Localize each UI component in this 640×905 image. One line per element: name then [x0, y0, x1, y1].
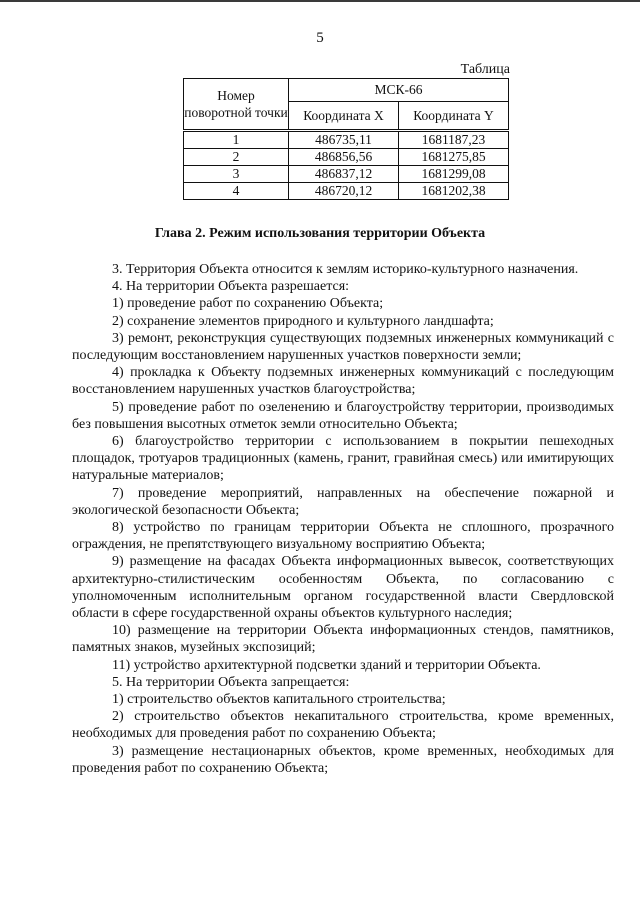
- table-caption: Таблица: [460, 62, 510, 77]
- paragraph: 11) устройство архитектурной подсветки зданий и территории Объекта.: [112, 657, 541, 673]
- paragraph: 6) благоустройство территории с использованием в покрытии пешеходных площадок, тротуаров традиционных (камень, гранит, гравийная смесь) или имитирующих натуральные материалов;: [72, 434, 614, 484]
- cell-y: 1681187,23: [399, 131, 509, 149]
- header-point-number: Номер поворотной точки: [184, 79, 289, 131]
- cell-y: 1681275,85: [399, 149, 509, 166]
- paragraph: 9) размещение на фасадах Объекта информационных вывесок, соответствующих архитектурно-стилистическим особенностям Объекта, по согласованию с уполномоченным исполнительным органом государственной власти Свердловской области в сфере государственной охраны объектов культурного наследия;: [72, 554, 614, 622]
- paragraph: 3. Территория Объекта относится к землям историко-культурного назначения.: [112, 262, 579, 277]
- scan-top-border: [0, 0, 640, 2]
- chapter-heading: Глава 2. Режим использования территории Объекта: [154, 226, 486, 241]
- table-row: [184, 149, 509, 166]
- paragraph: 4. На территории Объекта разрешается:: [112, 279, 350, 295]
- paragraph: 8) устройство по границам территории Объекта не сплошного, прозрачного ограждения, не препятствующего визуальному восприятию Объекта;: [72, 520, 614, 553]
- paragraph: 1) строительство объектов капитального строительства;: [112, 692, 446, 708]
- paragraph: 2) строительство объектов некапитального строительства, кроме временных, необходимых для проведения работ по сохранению Объекта;: [72, 709, 614, 742]
- table-row: [184, 166, 509, 183]
- cell-point-number: 4: [184, 183, 289, 200]
- table-header-row: [184, 79, 509, 102]
- paragraph: 3) размещение нестационарных объектов, кроме временных, необходимых для проведения работ по сохранению Объекта;: [72, 743, 614, 776]
- cell-point-number: 3: [184, 166, 289, 183]
- paragraph: 7) проведение мероприятий, направленных на обеспечение пожарной и экологической безопасности Объекта;: [72, 485, 614, 518]
- cell-x: 486837,12: [289, 166, 399, 183]
- table-row: [184, 183, 509, 200]
- paragraph: 5. На территории Объекта запрещается:: [112, 674, 350, 690]
- cell-y: 1681299,08: [399, 166, 509, 183]
- paragraph: 4) прокладка к Объекту подземных инженерных коммуникаций с последующим восстановлением нарушенных участков благоустройства;: [72, 365, 614, 398]
- paragraph: 10) размещение на территории Объекта информационных стендов, памятников, памятных знаков, музейных экспозиций;: [72, 623, 614, 656]
- cell-x: 486720,12: [289, 183, 399, 200]
- paragraph: 3) ремонт, реконструкция существующих подземных инженерных коммуникаций с последующим восстановлением нарушенных участков поверхности земли;: [72, 330, 614, 364]
- paragraph: 5) проведение работ по озеленению и благоустройству территории, производимых без повышения высотных отметок земли относительно Объекта;: [72, 399, 614, 432]
- cell-x: 486735,11: [289, 131, 399, 149]
- cell-point-number: 1: [184, 131, 289, 149]
- header-x: Координата X: [289, 102, 399, 131]
- header-y: Координата Y: [399, 102, 509, 131]
- header-coordinate-system: МСК-66: [289, 79, 509, 102]
- table-row: [184, 131, 509, 149]
- page-number: 5: [316, 30, 324, 46]
- cell-x: 486856,56: [289, 149, 399, 166]
- coordinates-table: [183, 78, 509, 200]
- paragraph: 1) проведение работ по сохранению Объекта;: [112, 296, 384, 312]
- cell-point-number: 2: [184, 149, 289, 166]
- cell-y: 1681202,38: [399, 183, 509, 200]
- body-text: [72, 261, 614, 777]
- paragraph: 2) сохранение элементов природного и культурного ландшафта;: [112, 313, 494, 329]
